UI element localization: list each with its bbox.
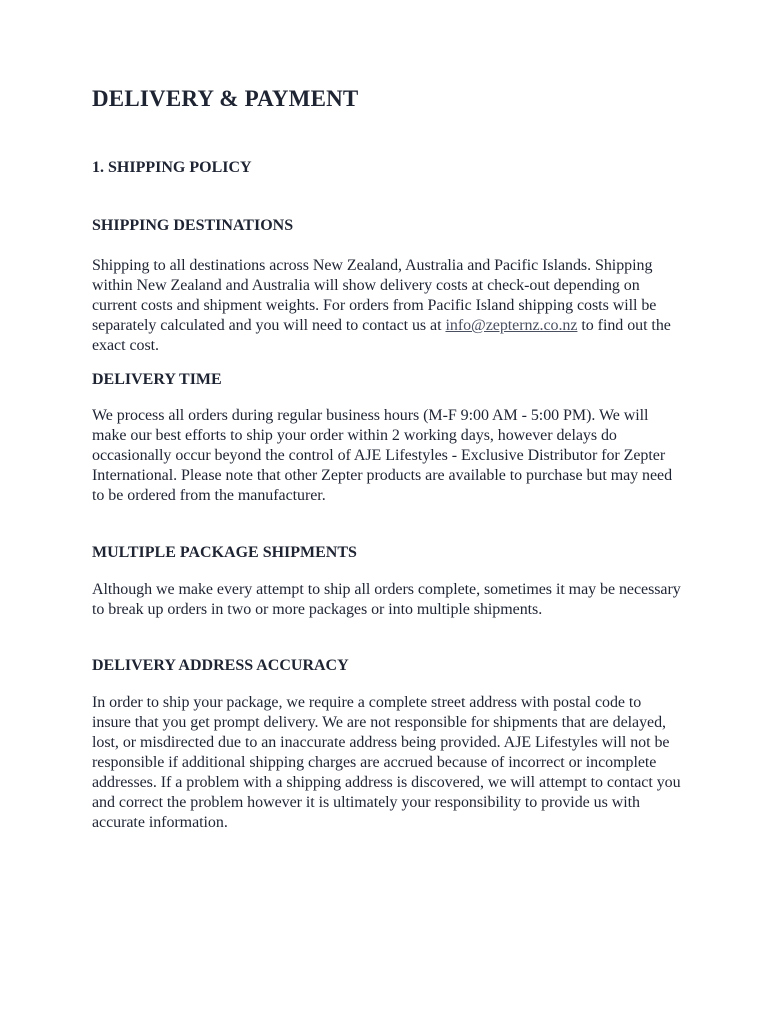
contact-email-link[interactable]: info@zepternz.co.nz	[445, 317, 578, 334]
multiple-package-heading: MULTIPLE PACKAGE SHIPMENTS	[92, 544, 357, 561]
delivery-time-heading: DELIVERY TIME	[92, 371, 222, 388]
multiple-package-paragraph: Although we make every attempt to ship all orders complete, sometimes it may be necessary to break up orders in two or more packages or into multiple shipments.	[92, 581, 681, 618]
delivery-time-paragraph: We process all orders during regular business hours (M-F 9:00 AM - 5:00 PM). We will make our best efforts to ship your order within 2 working days, however delays do occasionally occur beyond the control of AJE Lifestyles - Exclusive Distributor for Zepter International. Please note that other Zepter products are available to purchase but may need to be ordered from the manufacturer.	[92, 407, 673, 504]
shipping-destinations-section	[92, 216, 682, 356]
section-title-shipping-policy: 1. SHIPPING POLICY	[92, 159, 252, 176]
delivery-address-heading: DELIVERY ADDRESS ACCURACY	[92, 657, 349, 674]
shipping-destinations-paragraph	[92, 256, 682, 356]
shipping-destinations-text: Shipping to all destinations across New Zealand, Australia and Pacific Islands. Shipping within New Zealand and Australia will show delivery costs at check-out depending on current costs and shipment weights. For orders from Pacific Island shipping costs will be separately calculated and you will need to contact us at	[92, 257, 657, 334]
page-title: DELIVERY & PAYMENT	[92, 86, 359, 111]
delivery-time-section	[92, 370, 682, 506]
delivery-address-section	[92, 656, 682, 833]
shipping-destinations-text-end: to find out the exact cost.	[92, 317, 671, 354]
shipping-destinations-heading: SHIPPING DESTINATIONS	[92, 217, 294, 234]
delivery-address-paragraph: In order to ship your package, we require a complete street address with postal code to insure that you get prompt delivery. We are not responsible for shipments that are delayed, lost, or misdirected due to an inaccurate address being provided. AJE Lifestyles will not be responsible if additional shipping charges are accrued because of incorrect or incomplete addresses. If a problem with a shipping address is discovered, we will attempt to contact you and correct the problem however it is ultimately your responsibility to provide us with accurate information.	[92, 694, 681, 831]
multiple-package-section	[92, 543, 682, 620]
